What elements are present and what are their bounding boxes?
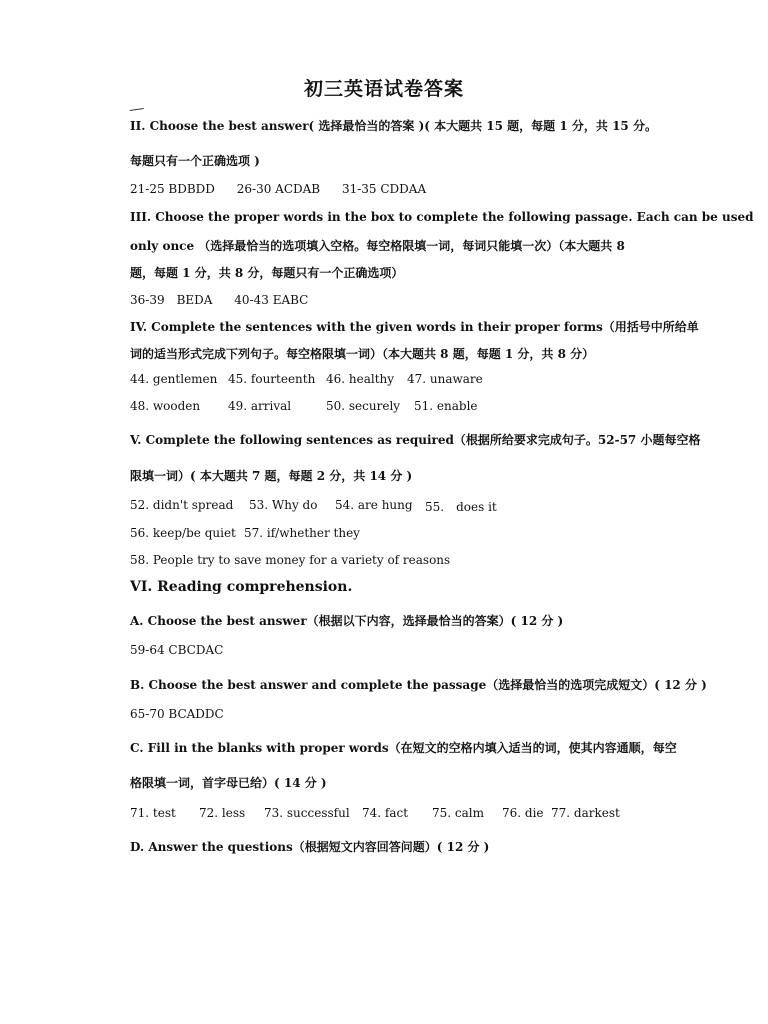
sec3-answers xyxy=(130,291,308,308)
pen-mark xyxy=(130,108,144,114)
sec5-answer: 55. does it xyxy=(425,500,497,514)
sec4-answer: 47. unaware xyxy=(407,372,483,386)
sec6-d-heading: D. Answer the questions（根据短文内容回答问题）( 12 分 ) xyxy=(130,840,490,854)
sec2-answer: 21-25 BDBDD xyxy=(130,182,215,196)
page-title: 初三英语试卷答案 xyxy=(303,78,464,100)
sec5-answer: 56. keep/be quiet xyxy=(130,526,236,540)
sec6-c-answer: 73. successful xyxy=(264,806,350,820)
sec6-a-answer: 59-64 CBCDAC xyxy=(130,643,224,657)
sec3-heading-line2: only once （选择最恰当的选项填入空格。每空格限填一词，每词只能填一次）（本大题共 8 xyxy=(130,239,625,253)
sec2-answer: 26-30 ACDAB xyxy=(236,182,321,196)
sec4-answer: 46. healthy xyxy=(326,372,395,386)
sec6-c-answer: 75. calm xyxy=(432,806,484,820)
sec4-answer: 49. arrival xyxy=(228,399,292,413)
sec6-c-answer: 77. darkest xyxy=(551,806,620,820)
sec3-heading-line1: III. Choose the proper words in the box to complete the following passage. Each can be used xyxy=(130,210,754,224)
sec4-answer: 51. enable xyxy=(414,399,478,413)
sec6-c-answer: 76. die xyxy=(502,806,544,820)
sec2-answers xyxy=(130,182,426,196)
sec5-answer: 53. Why do xyxy=(249,498,318,512)
sec5-answer: 57. if/whether they xyxy=(244,526,360,540)
sec6-b-answer: 65-70 BCADDC xyxy=(130,707,224,721)
sec4-answer: 45. fourteenth xyxy=(228,372,316,386)
sec5-row3: 58. People try to save money for a variety of reasons xyxy=(130,553,451,567)
sec4-heading-line1: IV. Complete the sentences with the given words in their proper forms（用括号中所给单 xyxy=(130,320,699,334)
sec4-answer: 50. securely xyxy=(326,399,401,413)
sec5-answer: 52. didn't spread xyxy=(130,498,234,512)
sec6-b-heading: B. Choose the best answer and complete the passage（选择最恰当的选项完成短文）( 12 分 ) xyxy=(130,678,707,692)
sec6-heading: VI. Reading comprehension. xyxy=(130,579,353,595)
sec5-answer: 54. are hung xyxy=(335,498,413,512)
sec6-c-heading-line1: C. Fill in the blanks with proper words（在短文的空格内填入适当的词，使其内容通顺，每空 xyxy=(130,741,677,755)
sec5-heading-line1: V. Complete the following sentences as required（根据所给要求完成句子。52-57 小题每空格 xyxy=(130,433,701,447)
sec3-answer: 36-39 BEDA xyxy=(130,293,213,307)
sec3-answer: 40-43 EABC xyxy=(234,293,309,307)
sec6-c-answer: 72. less xyxy=(199,806,246,820)
sec6-a-heading: A. Choose the best answer（根据以下内容，选择最恰当的答案）( 12 分 ) xyxy=(130,614,564,628)
sec6-c-answer: 74. fact xyxy=(362,806,409,820)
sec2-answer: 31-35 CDDAA xyxy=(341,182,427,196)
sec6-c-answer: 71. test xyxy=(130,806,176,820)
sec3-heading-line3: 题，每题 1 分，共 8 分，每题只有一个正确选项） xyxy=(130,266,404,280)
sec2-heading-line2: 每题只有一个正确选项 ) xyxy=(130,154,260,168)
sec4-answer: 44. gentlemen xyxy=(130,372,218,386)
sec4-answer: 48. wooden xyxy=(130,399,201,413)
sec4-heading-line2: 词的适当形式完成下列句子。每空格限填一词）（本大题共 8 题，每题 1 分，共 8 分） xyxy=(130,347,595,361)
sec5-heading-line2: 限填一词）( 本大题共 7 题，每题 2 分，共 14 分 ) xyxy=(130,469,413,483)
sec2-heading-line1: II. Choose the best answer( 选择最恰当的答案 )( 本大题共 15 题，每题 1 分，共 15 分。 xyxy=(130,119,657,133)
sec6-c-heading-line2: 格限填一词，首字母已给）( 14 分 ) xyxy=(130,776,327,790)
